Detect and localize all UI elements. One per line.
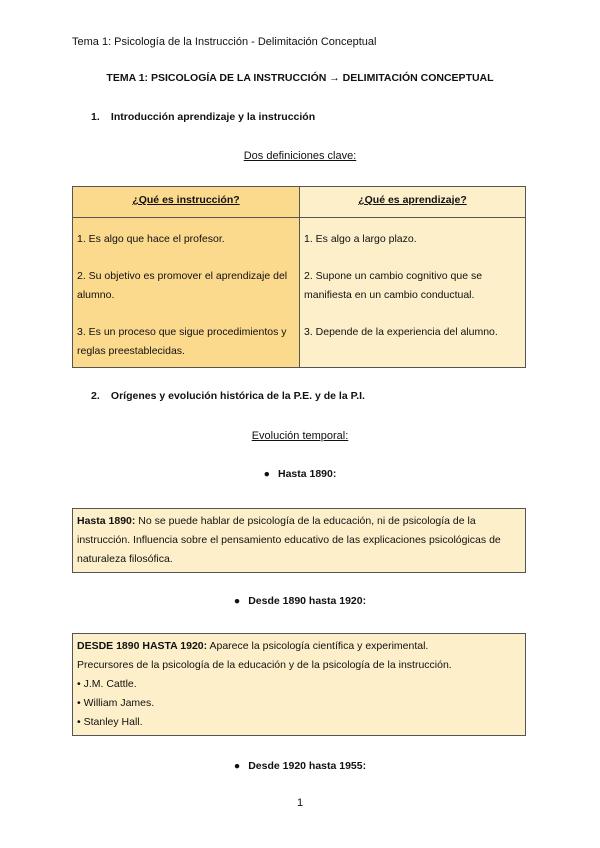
period-box-text: Aparece la psicología científica y experimental. [209, 640, 429, 652]
instruccion-header: ¿Qué es instrucción? [73, 187, 300, 218]
instruccion-item-1: 1. Es algo que hace el profesor. [77, 233, 225, 245]
definitions-table [72, 186, 526, 368]
table-cell [300, 305, 526, 368]
period-heading-2 [0, 595, 600, 607]
section-title: Orígenes y evolución histórica de la P.E. y de la P.I. [110, 390, 365, 402]
aprendizaje-item-2: 2. Supone un cambio cognitivo que se manifiesta en un cambio conductual. [304, 270, 483, 301]
period-heading-text: Desde 1890 hasta 1920: [248, 595, 367, 607]
table-cell [73, 305, 300, 368]
document-title: TEMA 1: PSICOLOGÍA DE LA INSTRUCCIÓN → DELIMITACIÓN CONCEPTUAL [106, 72, 494, 84]
table-cell [73, 218, 300, 250]
section-number: 1. [91, 111, 100, 123]
period-box-label: Hasta 1890: [77, 515, 136, 527]
aprendizaje-header: ¿Qué es aprendizaje? [300, 187, 526, 218]
period-heading-3 [0, 760, 600, 772]
evolution-caption: Evolución temporal: [251, 430, 349, 442]
page-number: 1 [296, 797, 304, 809]
aprendizaje-item-1: 1. Es algo a largo plazo. [304, 233, 417, 245]
bullet-icon: ● [263, 468, 270, 480]
bullet-icon: ● [233, 760, 241, 772]
section-number: 2. [91, 390, 100, 402]
period-box-text-2: Precursores de la psicología de la educación y de la psicología de la instrucción. [77, 659, 452, 671]
table-cell [300, 218, 526, 250]
running-header: Tema 1: Psicología de la Instrucción - Delimitación Conceptual [72, 36, 377, 48]
instruccion-item-3: 3. Es un proceso que sigue procedimientos y reglas preestablecidas. [77, 326, 287, 357]
table-cell [300, 249, 526, 305]
period-heading-text: Desde 1920 hasta 1955: [248, 760, 367, 772]
period-box-line [77, 637, 521, 656]
period-box-text: No se puede hablar de psicología de la educación, ni de psicología de la instrucción. Influencia sobre el pensamiento educativo de las explicaciones psicológicas de naturaleza filosófica. [77, 515, 501, 565]
list-item: • William James. [77, 697, 155, 709]
section-heading-2 [91, 390, 365, 402]
list-item: • Stanley Hall. [77, 716, 143, 728]
section-title: Introducción aprendizaje y la instrucción [110, 111, 316, 123]
period-box-1 [72, 508, 526, 573]
section-heading-1 [91, 111, 315, 123]
period-box-label: DESDE 1890 HASTA 1920: [77, 640, 208, 652]
period-box-2 [72, 633, 526, 736]
table-cell [73, 249, 300, 305]
instruccion-item-2: 2. Su objetivo es promover el aprendizaje del alumno. [77, 270, 288, 301]
aprendizaje-item-3: 3. Depende de la experiencia del alumno. [304, 326, 498, 338]
period-heading-text: Hasta 1890: [277, 468, 337, 480]
period-heading-1 [0, 468, 600, 480]
bullet-icon: ● [233, 595, 241, 607]
list-item: • J.M. Cattle. [77, 678, 137, 690]
definitions-caption: Dos definiciones clave: [243, 150, 357, 162]
